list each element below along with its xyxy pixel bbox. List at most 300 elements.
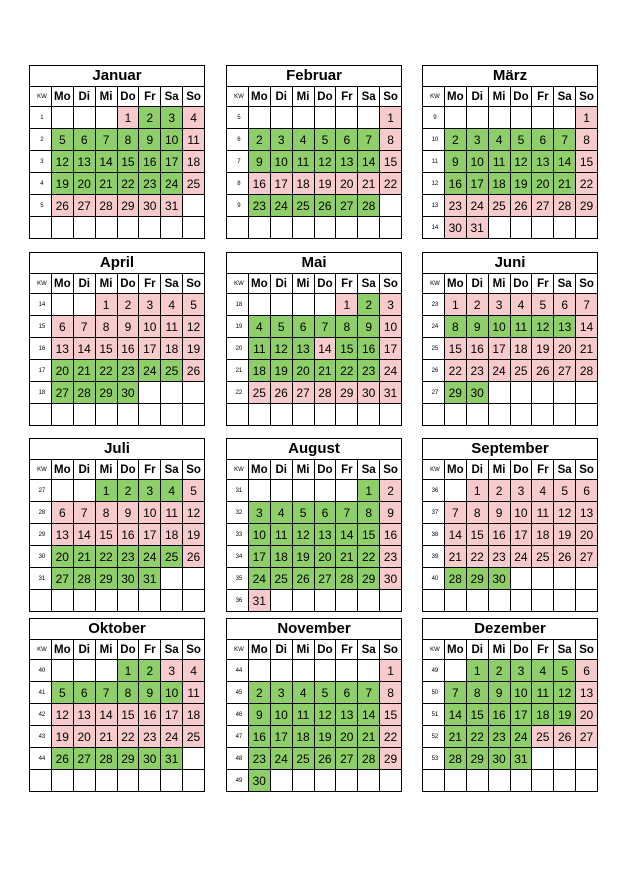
day-cell[interactable]: 7: [73, 316, 95, 338]
day-cell[interactable]: 5: [314, 129, 336, 151]
day-cell[interactable]: 13: [576, 502, 598, 524]
day-cell[interactable]: 15: [380, 151, 402, 173]
day-cell[interactable]: 30: [380, 568, 402, 590]
day-cell[interactable]: 19: [532, 338, 554, 360]
day-cell[interactable]: 24: [380, 360, 402, 382]
day-cell[interactable]: 6: [314, 502, 336, 524]
day-cell[interactable]: 15: [117, 704, 139, 726]
day-cell[interactable]: 16: [380, 524, 402, 546]
day-cell[interactable]: 19: [314, 173, 336, 195]
day-cell[interactable]: 3: [380, 294, 402, 316]
day-cell[interactable]: 15: [117, 151, 139, 173]
day-cell[interactable]: 3: [139, 294, 161, 316]
day-cell[interactable]: 1: [576, 107, 598, 129]
day-cell[interactable]: 3: [510, 660, 532, 682]
day-cell[interactable]: 30: [488, 568, 510, 590]
day-cell[interactable]: 12: [183, 502, 205, 524]
day-cell[interactable]: 14: [336, 524, 358, 546]
day-cell[interactable]: 28: [444, 568, 466, 590]
day-cell[interactable]: 23: [358, 360, 380, 382]
day-cell[interactable]: 24: [488, 360, 510, 382]
day-cell[interactable]: 2: [444, 129, 466, 151]
day-cell[interactable]: 1: [466, 480, 488, 502]
day-cell[interactable]: 23: [248, 195, 270, 217]
day-cell[interactable]: 22: [466, 726, 488, 748]
day-cell[interactable]: 30: [117, 568, 139, 590]
day-cell[interactable]: 5: [554, 660, 576, 682]
day-cell[interactable]: 4: [183, 660, 205, 682]
day-cell[interactable]: 7: [73, 502, 95, 524]
day-cell[interactable]: 14: [314, 338, 336, 360]
day-cell[interactable]: 20: [336, 173, 358, 195]
day-cell[interactable]: 22: [576, 173, 598, 195]
day-cell[interactable]: 11: [292, 151, 314, 173]
day-cell[interactable]: 19: [554, 524, 576, 546]
day-cell[interactable]: 17: [161, 151, 183, 173]
day-cell[interactable]: 3: [161, 660, 183, 682]
day-cell[interactable]: 8: [117, 129, 139, 151]
day-cell[interactable]: 20: [532, 173, 554, 195]
day-cell[interactable]: 13: [554, 316, 576, 338]
day-cell[interactable]: 30: [466, 382, 488, 404]
day-cell[interactable]: 22: [95, 546, 117, 568]
day-cell[interactable]: 23: [248, 748, 270, 770]
day-cell[interactable]: 24: [248, 568, 270, 590]
day-cell[interactable]: 25: [292, 195, 314, 217]
day-cell[interactable]: 18: [292, 173, 314, 195]
day-cell[interactable]: 29: [380, 748, 402, 770]
day-cell[interactable]: 11: [510, 316, 532, 338]
day-cell[interactable]: 19: [510, 173, 532, 195]
day-cell[interactable]: 19: [314, 726, 336, 748]
day-cell[interactable]: 1: [444, 294, 466, 316]
day-cell[interactable]: 26: [554, 726, 576, 748]
day-cell[interactable]: 10: [161, 129, 183, 151]
day-cell[interactable]: 2: [117, 480, 139, 502]
day-cell[interactable]: 10: [270, 704, 292, 726]
day-cell[interactable]: 8: [466, 682, 488, 704]
day-cell[interactable]: 27: [51, 382, 73, 404]
day-cell[interactable]: 29: [117, 195, 139, 217]
day-cell[interactable]: 5: [292, 502, 314, 524]
day-cell[interactable]: 20: [292, 360, 314, 382]
day-cell[interactable]: 22: [336, 360, 358, 382]
day-cell[interactable]: 28: [358, 195, 380, 217]
day-cell[interactable]: 26: [314, 748, 336, 770]
day-cell[interactable]: 31: [161, 748, 183, 770]
day-cell[interactable]: 21: [444, 546, 466, 568]
day-cell[interactable]: 8: [466, 502, 488, 524]
day-cell[interactable]: 4: [270, 502, 292, 524]
day-cell[interactable]: 23: [466, 360, 488, 382]
day-cell[interactable]: 21: [95, 726, 117, 748]
day-cell[interactable]: 9: [117, 316, 139, 338]
day-cell[interactable]: 6: [336, 129, 358, 151]
day-cell[interactable]: 5: [314, 682, 336, 704]
day-cell[interactable]: 17: [270, 726, 292, 748]
day-cell[interactable]: 6: [532, 129, 554, 151]
day-cell[interactable]: 7: [358, 682, 380, 704]
day-cell[interactable]: 5: [510, 129, 532, 151]
day-cell[interactable]: 21: [314, 360, 336, 382]
day-cell[interactable]: 27: [51, 568, 73, 590]
day-cell[interactable]: 13: [314, 524, 336, 546]
day-cell[interactable]: 4: [248, 316, 270, 338]
day-cell[interactable]: 18: [532, 524, 554, 546]
day-cell[interactable]: 4: [510, 294, 532, 316]
day-cell[interactable]: 2: [117, 294, 139, 316]
day-cell[interactable]: 7: [444, 502, 466, 524]
day-cell[interactable]: 18: [292, 726, 314, 748]
day-cell[interactable]: 6: [73, 129, 95, 151]
day-cell[interactable]: 31: [380, 382, 402, 404]
day-cell[interactable]: 13: [336, 151, 358, 173]
day-cell[interactable]: 11: [183, 682, 205, 704]
day-cell[interactable]: 26: [51, 195, 73, 217]
day-cell[interactable]: 14: [358, 151, 380, 173]
day-cell[interactable]: 30: [117, 382, 139, 404]
day-cell[interactable]: 18: [532, 704, 554, 726]
day-cell[interactable]: 10: [270, 151, 292, 173]
day-cell[interactable]: 6: [292, 316, 314, 338]
day-cell[interactable]: 20: [336, 726, 358, 748]
day-cell[interactable]: 24: [161, 173, 183, 195]
day-cell[interactable]: 27: [576, 546, 598, 568]
day-cell[interactable]: 16: [139, 151, 161, 173]
day-cell[interactable]: 6: [576, 660, 598, 682]
day-cell[interactable]: 11: [532, 502, 554, 524]
day-cell[interactable]: 4: [292, 129, 314, 151]
day-cell[interactable]: 18: [161, 338, 183, 360]
day-cell[interactable]: 5: [270, 316, 292, 338]
day-cell[interactable]: 17: [510, 704, 532, 726]
day-cell[interactable]: 21: [358, 726, 380, 748]
day-cell[interactable]: 6: [576, 480, 598, 502]
day-cell[interactable]: 12: [183, 316, 205, 338]
day-cell[interactable]: 4: [161, 480, 183, 502]
day-cell[interactable]: 30: [488, 748, 510, 770]
day-cell[interactable]: 16: [358, 338, 380, 360]
day-cell[interactable]: 9: [139, 129, 161, 151]
day-cell[interactable]: 10: [248, 524, 270, 546]
day-cell[interactable]: 24: [161, 726, 183, 748]
day-cell[interactable]: 7: [95, 129, 117, 151]
day-cell[interactable]: 23: [488, 546, 510, 568]
day-cell[interactable]: 14: [576, 316, 598, 338]
day-cell[interactable]: 26: [532, 360, 554, 382]
day-cell[interactable]: 21: [73, 360, 95, 382]
day-cell[interactable]: 21: [554, 173, 576, 195]
day-cell[interactable]: 28: [95, 195, 117, 217]
day-cell[interactable]: 9: [358, 316, 380, 338]
day-cell[interactable]: 29: [336, 382, 358, 404]
day-cell[interactable]: 6: [336, 682, 358, 704]
day-cell[interactable]: 3: [270, 682, 292, 704]
day-cell[interactable]: 19: [270, 360, 292, 382]
day-cell[interactable]: 4: [161, 294, 183, 316]
day-cell[interactable]: 1: [117, 660, 139, 682]
day-cell[interactable]: 31: [161, 195, 183, 217]
day-cell[interactable]: 15: [336, 338, 358, 360]
day-cell[interactable]: 17: [270, 173, 292, 195]
day-cell[interactable]: 4: [488, 129, 510, 151]
day-cell[interactable]: 14: [73, 524, 95, 546]
day-cell[interactable]: 17: [139, 524, 161, 546]
day-cell[interactable]: 27: [73, 195, 95, 217]
day-cell[interactable]: 12: [292, 524, 314, 546]
day-cell[interactable]: 9: [117, 502, 139, 524]
day-cell[interactable]: 26: [314, 195, 336, 217]
day-cell[interactable]: 29: [466, 568, 488, 590]
day-cell[interactable]: 4: [532, 660, 554, 682]
day-cell[interactable]: 28: [554, 195, 576, 217]
day-cell[interactable]: 12: [51, 704, 73, 726]
day-cell[interactable]: 7: [314, 316, 336, 338]
day-cell[interactable]: 28: [336, 568, 358, 590]
day-cell[interactable]: 18: [183, 151, 205, 173]
day-cell[interactable]: 10: [510, 502, 532, 524]
day-cell[interactable]: 22: [380, 726, 402, 748]
day-cell[interactable]: 22: [380, 173, 402, 195]
day-cell[interactable]: 18: [161, 524, 183, 546]
day-cell[interactable]: 14: [444, 704, 466, 726]
day-cell[interactable]: 29: [576, 195, 598, 217]
day-cell[interactable]: 2: [380, 480, 402, 502]
day-cell[interactable]: 10: [380, 316, 402, 338]
day-cell[interactable]: 15: [95, 338, 117, 360]
day-cell[interactable]: 9: [488, 682, 510, 704]
day-cell[interactable]: 28: [73, 568, 95, 590]
day-cell[interactable]: 27: [292, 382, 314, 404]
day-cell[interactable]: 13: [73, 704, 95, 726]
day-cell[interactable]: 28: [576, 360, 598, 382]
day-cell[interactable]: 25: [532, 546, 554, 568]
day-cell[interactable]: 1: [466, 660, 488, 682]
day-cell[interactable]: 17: [488, 338, 510, 360]
day-cell[interactable]: 24: [510, 546, 532, 568]
day-cell[interactable]: 16: [488, 524, 510, 546]
day-cell[interactable]: 31: [510, 748, 532, 770]
day-cell[interactable]: 12: [314, 151, 336, 173]
day-cell[interactable]: 23: [488, 726, 510, 748]
day-cell[interactable]: 6: [73, 682, 95, 704]
day-cell[interactable]: 15: [466, 704, 488, 726]
day-cell[interactable]: 10: [139, 502, 161, 524]
day-cell[interactable]: 1: [380, 660, 402, 682]
day-cell[interactable]: 19: [183, 524, 205, 546]
day-cell[interactable]: 24: [510, 726, 532, 748]
day-cell[interactable]: 25: [270, 568, 292, 590]
day-cell[interactable]: 20: [576, 524, 598, 546]
day-cell[interactable]: 9: [248, 704, 270, 726]
day-cell[interactable]: 27: [314, 568, 336, 590]
day-cell[interactable]: 1: [95, 480, 117, 502]
day-cell[interactable]: 16: [139, 704, 161, 726]
day-cell[interactable]: 3: [161, 107, 183, 129]
day-cell[interactable]: 18: [270, 546, 292, 568]
day-cell[interactable]: 5: [51, 129, 73, 151]
day-cell[interactable]: 18: [248, 360, 270, 382]
day-cell[interactable]: 8: [95, 316, 117, 338]
day-cell[interactable]: 9: [488, 502, 510, 524]
day-cell[interactable]: 13: [532, 151, 554, 173]
day-cell[interactable]: 5: [554, 480, 576, 502]
day-cell[interactable]: 25: [183, 173, 205, 195]
day-cell[interactable]: 7: [336, 502, 358, 524]
day-cell[interactable]: 8: [444, 316, 466, 338]
day-cell[interactable]: 15: [380, 704, 402, 726]
day-cell[interactable]: 1: [95, 294, 117, 316]
day-cell[interactable]: 6: [51, 502, 73, 524]
day-cell[interactable]: 19: [183, 338, 205, 360]
day-cell[interactable]: 21: [73, 546, 95, 568]
day-cell[interactable]: 16: [248, 173, 270, 195]
day-cell[interactable]: 29: [95, 568, 117, 590]
day-cell[interactable]: 16: [248, 726, 270, 748]
day-cell[interactable]: 8: [358, 502, 380, 524]
day-cell[interactable]: 25: [292, 748, 314, 770]
day-cell[interactable]: 20: [73, 726, 95, 748]
day-cell[interactable]: 2: [139, 660, 161, 682]
day-cell[interactable]: 21: [358, 173, 380, 195]
day-cell[interactable]: 13: [51, 524, 73, 546]
day-cell[interactable]: 4: [183, 107, 205, 129]
day-cell[interactable]: 6: [554, 294, 576, 316]
day-cell[interactable]: 24: [270, 748, 292, 770]
day-cell[interactable]: 19: [292, 546, 314, 568]
day-cell[interactable]: 2: [248, 129, 270, 151]
day-cell[interactable]: 7: [95, 682, 117, 704]
day-cell[interactable]: 29: [358, 568, 380, 590]
day-cell[interactable]: 10: [510, 682, 532, 704]
day-cell[interactable]: 29: [117, 748, 139, 770]
day-cell[interactable]: 8: [117, 682, 139, 704]
day-cell[interactable]: 5: [532, 294, 554, 316]
day-cell[interactable]: 14: [73, 338, 95, 360]
day-cell[interactable]: 26: [510, 195, 532, 217]
day-cell[interactable]: 7: [358, 129, 380, 151]
day-cell[interactable]: 17: [161, 704, 183, 726]
day-cell[interactable]: 26: [183, 360, 205, 382]
day-cell[interactable]: 15: [358, 524, 380, 546]
day-cell[interactable]: 12: [314, 704, 336, 726]
day-cell[interactable]: 23: [380, 546, 402, 568]
day-cell[interactable]: 3: [488, 294, 510, 316]
day-cell[interactable]: 25: [183, 726, 205, 748]
day-cell[interactable]: 9: [139, 682, 161, 704]
day-cell[interactable]: 31: [248, 590, 270, 612]
day-cell[interactable]: 27: [554, 360, 576, 382]
day-cell[interactable]: 2: [248, 682, 270, 704]
day-cell[interactable]: 11: [488, 151, 510, 173]
day-cell[interactable]: 30: [139, 748, 161, 770]
day-cell[interactable]: 7: [554, 129, 576, 151]
day-cell[interactable]: 3: [466, 129, 488, 151]
day-cell[interactable]: 24: [466, 195, 488, 217]
day-cell[interactable]: 7: [444, 682, 466, 704]
day-cell[interactable]: 3: [139, 480, 161, 502]
day-cell[interactable]: 31: [139, 568, 161, 590]
day-cell[interactable]: 25: [510, 360, 532, 382]
day-cell[interactable]: 30: [358, 382, 380, 404]
day-cell[interactable]: 29: [95, 382, 117, 404]
day-cell[interactable]: 24: [270, 195, 292, 217]
day-cell[interactable]: 12: [554, 682, 576, 704]
day-cell[interactable]: 3: [270, 129, 292, 151]
day-cell[interactable]: 26: [183, 546, 205, 568]
day-cell[interactable]: 21: [95, 173, 117, 195]
day-cell[interactable]: 16: [117, 338, 139, 360]
day-cell[interactable]: 17: [380, 338, 402, 360]
day-cell[interactable]: 26: [270, 382, 292, 404]
day-cell[interactable]: 12: [554, 502, 576, 524]
day-cell[interactable]: 27: [336, 195, 358, 217]
day-cell[interactable]: 2: [139, 107, 161, 129]
day-cell[interactable]: 2: [488, 480, 510, 502]
day-cell[interactable]: 24: [139, 360, 161, 382]
day-cell[interactable]: 22: [466, 546, 488, 568]
day-cell[interactable]: 17: [139, 338, 161, 360]
day-cell[interactable]: 22: [117, 173, 139, 195]
day-cell[interactable]: 8: [576, 129, 598, 151]
day-cell[interactable]: 15: [444, 338, 466, 360]
day-cell[interactable]: 9: [380, 502, 402, 524]
day-cell[interactable]: 22: [358, 546, 380, 568]
day-cell[interactable]: 19: [51, 726, 73, 748]
day-cell[interactable]: 15: [95, 524, 117, 546]
day-cell[interactable]: 29: [444, 382, 466, 404]
day-cell[interactable]: 23: [139, 726, 161, 748]
day-cell[interactable]: 25: [161, 360, 183, 382]
day-cell[interactable]: 18: [510, 338, 532, 360]
day-cell[interactable]: 12: [270, 338, 292, 360]
day-cell[interactable]: 20: [314, 546, 336, 568]
day-cell[interactable]: 11: [532, 682, 554, 704]
day-cell[interactable]: 3: [248, 502, 270, 524]
day-cell[interactable]: 15: [466, 524, 488, 546]
day-cell[interactable]: 25: [532, 726, 554, 748]
day-cell[interactable]: 8: [380, 682, 402, 704]
day-cell[interactable]: 3: [510, 480, 532, 502]
day-cell[interactable]: 27: [336, 748, 358, 770]
day-cell[interactable]: 1: [380, 107, 402, 129]
day-cell[interactable]: 6: [51, 316, 73, 338]
day-cell[interactable]: 28: [73, 382, 95, 404]
day-cell[interactable]: 19: [554, 704, 576, 726]
day-cell[interactable]: 18: [488, 173, 510, 195]
day-cell[interactable]: 1: [336, 294, 358, 316]
day-cell[interactable]: 14: [554, 151, 576, 173]
day-cell[interactable]: 21: [444, 726, 466, 748]
day-cell[interactable]: 20: [51, 546, 73, 568]
day-cell[interactable]: 19: [51, 173, 73, 195]
day-cell[interactable]: 20: [51, 360, 73, 382]
day-cell[interactable]: 15: [576, 151, 598, 173]
day-cell[interactable]: 14: [95, 704, 117, 726]
day-cell[interactable]: 1: [358, 480, 380, 502]
day-cell[interactable]: 27: [532, 195, 554, 217]
day-cell[interactable]: 30: [444, 217, 466, 239]
day-cell[interactable]: 28: [314, 382, 336, 404]
day-cell[interactable]: 13: [292, 338, 314, 360]
day-cell[interactable]: 24: [139, 546, 161, 568]
day-cell[interactable]: 16: [466, 338, 488, 360]
day-cell[interactable]: 31: [466, 217, 488, 239]
day-cell[interactable]: 26: [51, 748, 73, 770]
day-cell[interactable]: 10: [161, 682, 183, 704]
day-cell[interactable]: 2: [358, 294, 380, 316]
day-cell[interactable]: 9: [444, 151, 466, 173]
